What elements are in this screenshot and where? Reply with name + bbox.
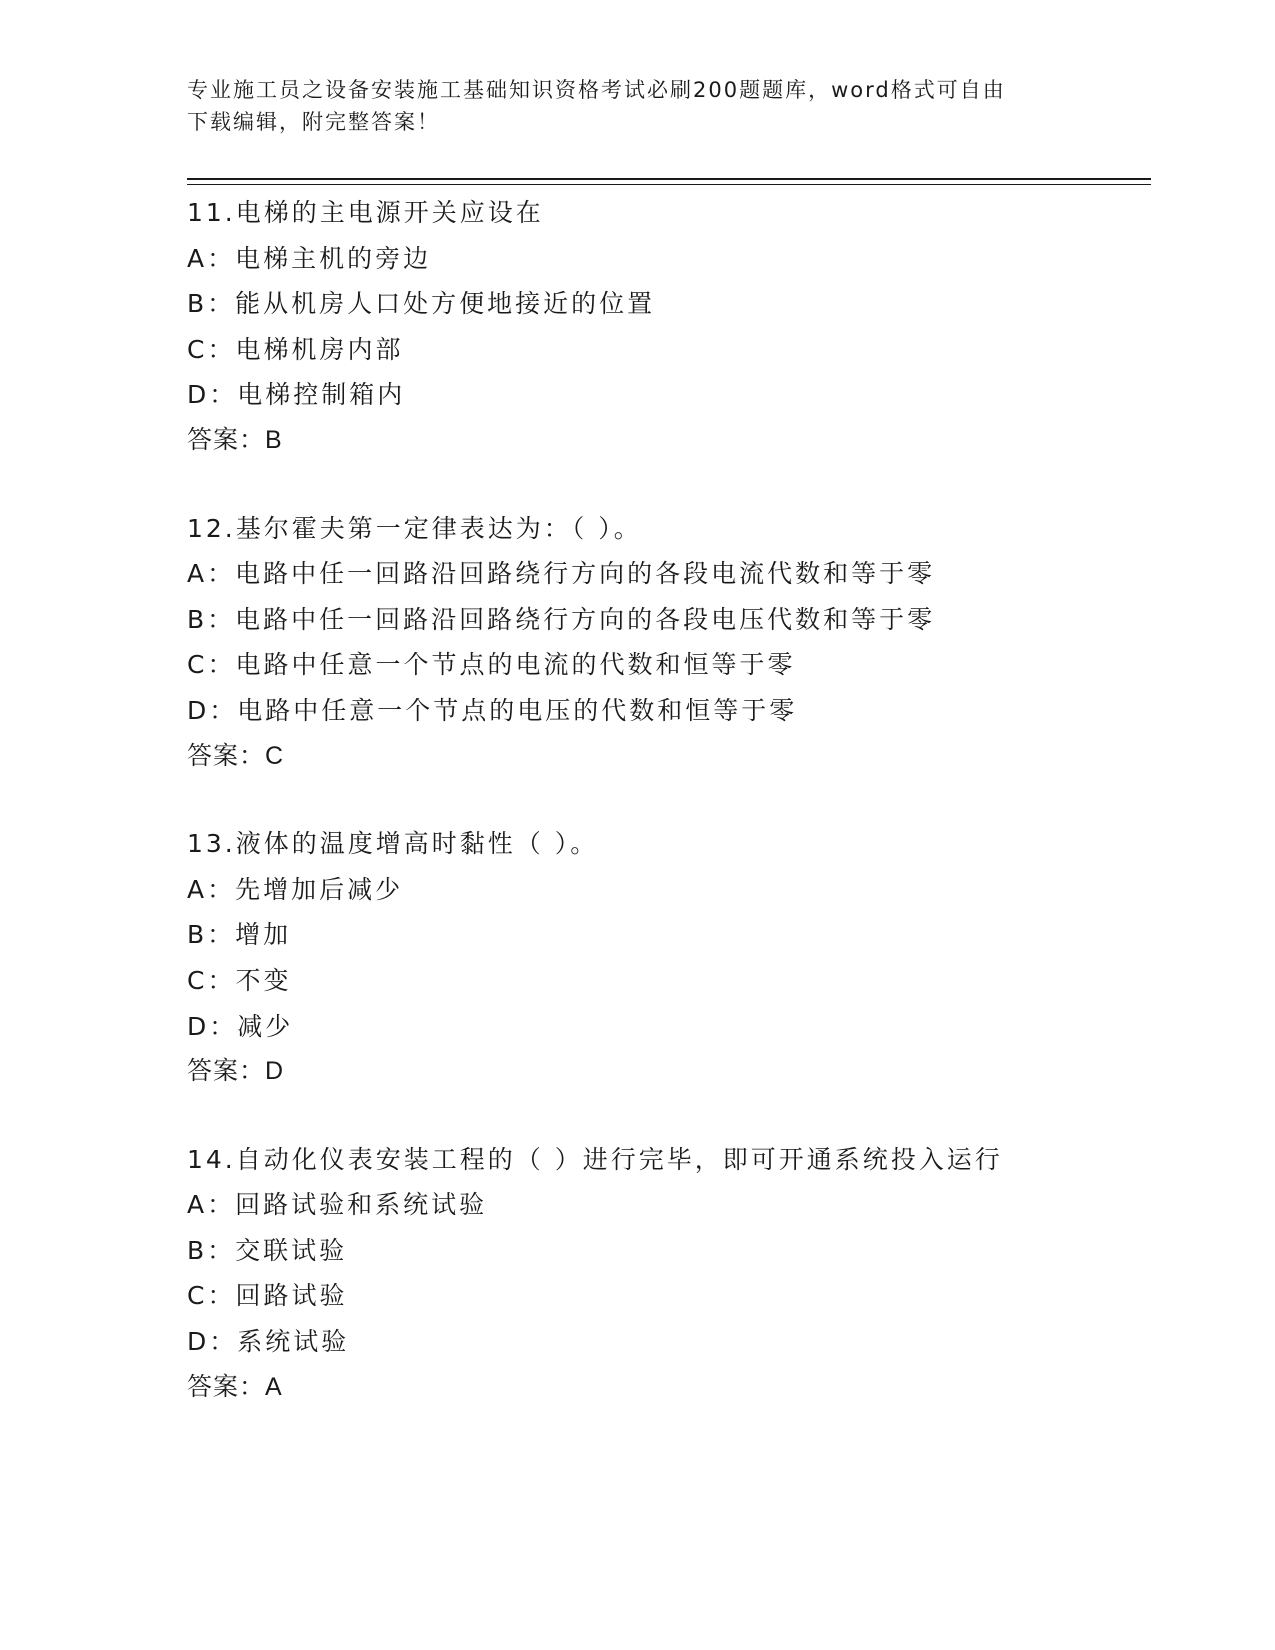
option-d: D：减少 bbox=[187, 1011, 294, 1041]
answer-line: 答案：C bbox=[187, 741, 285, 770]
option-d: D：电路中任意一个节点的电压的代数和恒等于零 bbox=[187, 695, 798, 725]
option-a: A：电路中任一回路沿回路绕行方向的各段电流代数和等于零 bbox=[187, 559, 936, 589]
option-b: B：增加 bbox=[187, 920, 292, 950]
question-stem: 11.电梯的主电源开关应设在 bbox=[187, 198, 544, 227]
question-11 bbox=[187, 190, 1147, 464]
option-c: C：电路中任意一个节点的电流的代数和恒等于零 bbox=[187, 650, 796, 680]
header-divider-thick bbox=[187, 178, 1151, 180]
answer-line: 答案：A bbox=[187, 1372, 283, 1401]
question-stem: 12.基尔霍夫第一定律表达为：（ ）。 bbox=[187, 513, 642, 543]
option-b: B：交联试验 bbox=[187, 1235, 348, 1265]
option-b: B：能从机房人口处方便地接近的位置 bbox=[187, 289, 656, 319]
question-13 bbox=[187, 821, 1147, 1095]
header-line-2: 下载编辑，附完整答案！ bbox=[187, 110, 440, 134]
option-d: D：系统试验 bbox=[187, 1327, 350, 1357]
question-stem: 13.液体的温度增高时黏性（ ）。 bbox=[187, 829, 599, 859]
header-line-1: 专业施工员之设备安装施工基础知识资格考试必刷200题题库，word格式可自由 bbox=[187, 78, 1006, 102]
option-c: C：不变 bbox=[187, 965, 292, 995]
option-c: C：回路试验 bbox=[187, 1281, 348, 1311]
option-a: A：电梯主机的旁边 bbox=[187, 243, 432, 273]
option-b: B：电路中任一回路沿回路绕行方向的各段电压代数和等于零 bbox=[187, 604, 936, 634]
document-header bbox=[187, 74, 1087, 138]
question-12 bbox=[187, 506, 1147, 780]
option-a: A：回路试验和系统试验 bbox=[187, 1190, 488, 1220]
option-c: C：电梯机房内部 bbox=[187, 334, 404, 364]
question-14 bbox=[187, 1137, 1147, 1411]
option-a: A：先增加后减少 bbox=[187, 874, 404, 904]
option-d: D：电梯控制箱内 bbox=[187, 380, 406, 410]
header-divider-thin bbox=[187, 184, 1151, 185]
answer-line: 答案：D bbox=[187, 1057, 285, 1086]
answer-line: 答案：B bbox=[187, 425, 283, 454]
question-stem: 14.自动化仪表安装工程的（ ）进行完毕，即可开通系统投入运行 bbox=[187, 1144, 1003, 1174]
question-list bbox=[187, 190, 1147, 1452]
